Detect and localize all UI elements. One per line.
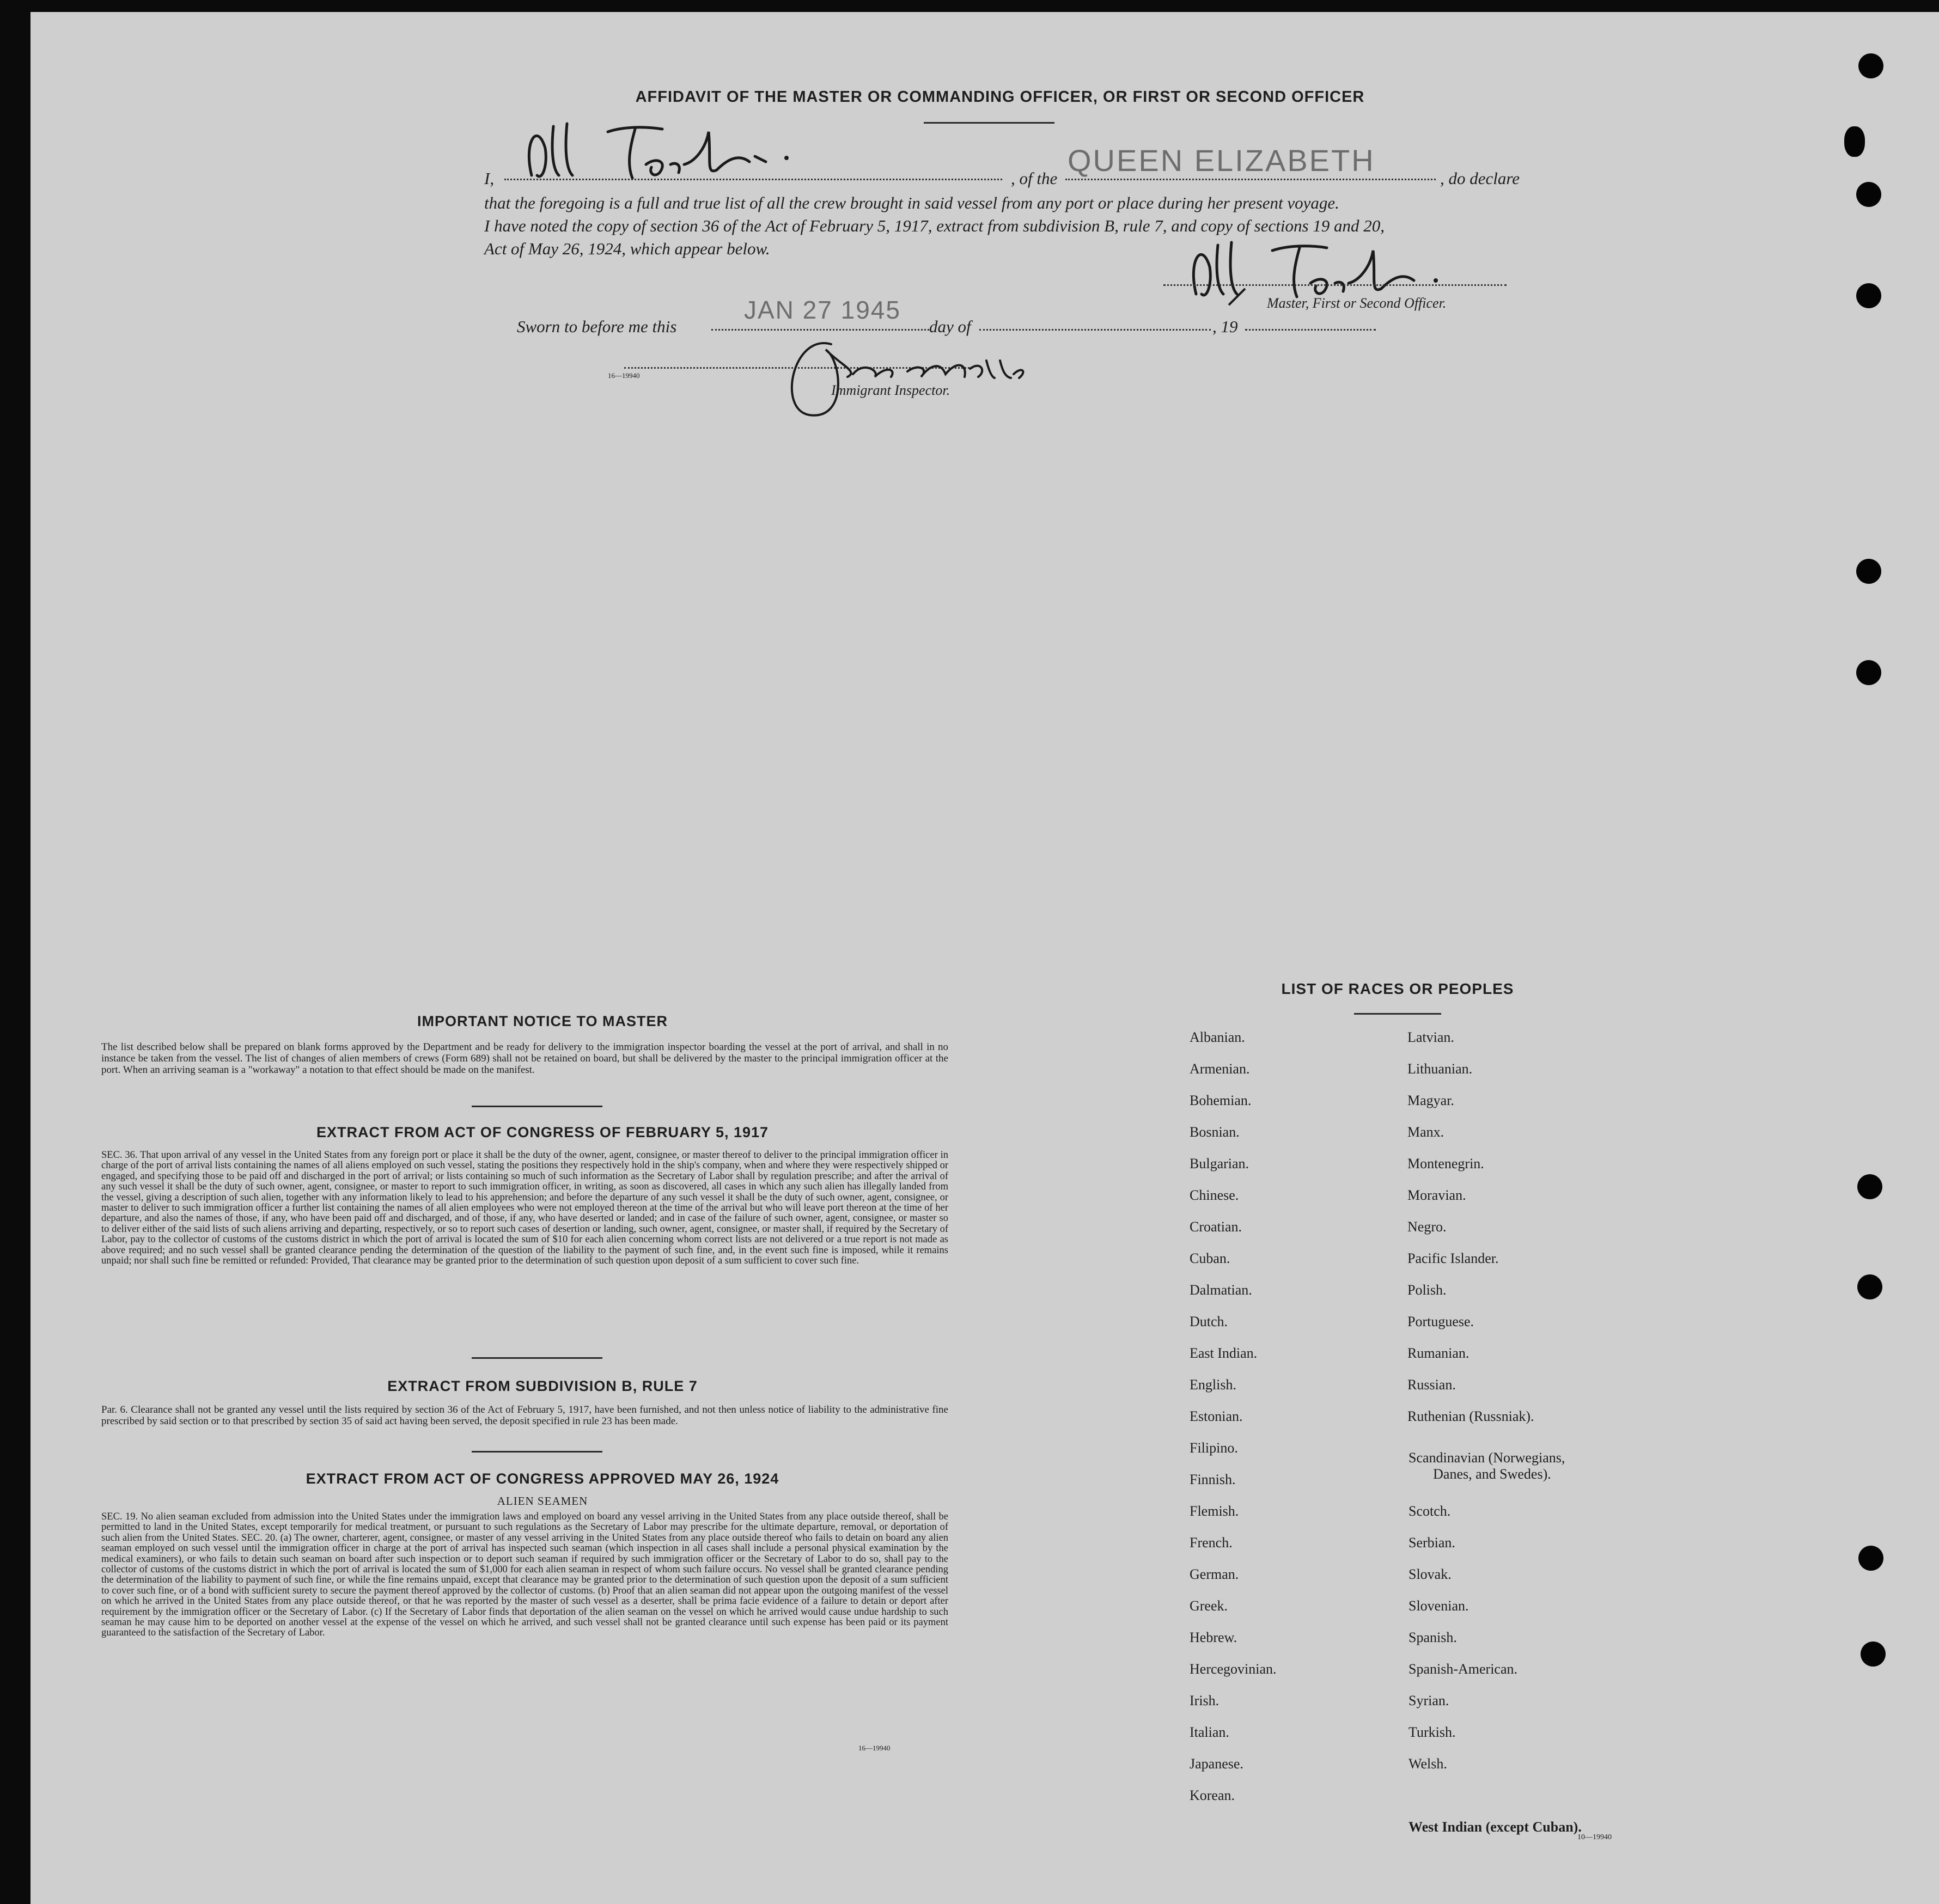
race-item: Japanese. [1190,1756,1243,1772]
declaration-line: that the foregoing is a full and true list of all the crew brought in said vessel from any port or place during her present voyage. [484,193,1339,212]
binder-hole [1858,53,1883,78]
race-item: Estonian. [1190,1408,1243,1424]
race-item: Greek. [1190,1598,1228,1614]
do-declare-label: , do declare [1440,169,1520,188]
declarant-prefix: I, [484,169,495,188]
race-item: Hercegovinian. [1190,1661,1277,1677]
binder-hole [1856,182,1881,207]
race-item: Turkish. [1408,1724,1456,1740]
master-signature [521,110,793,192]
race-item: Dalmatian. [1190,1282,1252,1298]
race-item: Serbian. [1408,1535,1455,1551]
sworn-label: Sworn to before me this [517,317,677,336]
race-item: Spanish. [1408,1630,1457,1645]
race-item: Filipino. [1190,1440,1238,1456]
document-page [31,12,1939,1904]
extract-1924-text: SEC. 19. No alien seaman excluded from admission into the United States under the immigration laws and employed on board any vessel arriving in the United States from any place outside thereof, shall be permitted to land in the United States, except temporarily for medical treatment, or pursuant to such regulations as the Secretary of Labor may prescribe for the ultimate departure, removal, or deportation of such alien from the United States. SEC. 20. (a) The owner, charterer, agent, consignee, or master of any vessel arriving in the United States from any place outside thereof who fails to detain on board any alien seaman employed on such vessel until the immigration officer in charge at the port of arrival has inspected such seaman (which inspection in all cases shall include a personal physical examination by the medical examiners), or who fails to detain such seaman on board after such inspection or to deport such seaman if required by such immigration officer or the Secretary of Labor to do so, shall pay to the collector of customs of the customs district in which the port of arrival is located the sum of $1,000 for each alien seaman in respect of whom such failure occurs. No vessel shall be granted clearance pending the determination of the liability to payment of such fine, or while the fine remains unpaid, except that clearance may be granted prior to the determination of such question upon the deposit of a sum sufficient to cover such fine, or of a bond with sufficient surety to secure the payment thereof approved by the collector of customs. (b) Proof that an alien seaman did not appear upon the outgoing manifest of the vessel on which he arrived in the United States from any place outside thereof, or that he was reported by the master of such vessel as a deserter, shall be prima facie evidence of a failure to detain or deport after requirement by the immigration officer or the Secretary of Labor. (c) If the Secretary of Labor finds that deportation of the alien seaman on the vessel on which he arrived would cause undue hardship to such seaman he may cause him to be deported on another vessel at the expense of the vessel on which he arrived, and such vessel shall not be granted clearance until such expense has been paid or its payment guaranteed to the satisfaction of the Secretary of Labor. [101,1511,948,1639]
race-item: Manx. [1407,1124,1444,1140]
race-item: Italian. [1190,1724,1229,1740]
binder-hole [1857,1174,1882,1199]
race-item: German. [1190,1566,1239,1582]
alien-seamen-subheading: ALIEN SEAMEN [497,1494,588,1508]
divider [472,1106,602,1107]
race-item: Dutch. [1190,1314,1228,1329]
vessel-name-stamp: QUEEN ELIZABETH [1068,143,1375,178]
divider [472,1451,602,1453]
race-item: Irish. [1190,1693,1220,1708]
race-item: Hebrew. [1190,1630,1237,1645]
notice-text: The list described below shall be prepared on blank forms approved by the Department and be ready for delivery to the immigration inspector boarding the vessel at the port of arrival, and shall in no instance be taken from the vessel. The list of changes of alien members of crews (Form 689) shall not be retained on board, but shall be delivered by the master to the principal immigration officer at the port. When an arriving seaman is a "workaway" a notation to that effect should be made on the manifest. [101,1041,948,1076]
race-item: Albanian. [1190,1029,1245,1045]
day-of-label: day of [929,317,971,336]
race-item: Scandinavian (Norwegians, Danes, and Swedes). [1408,1450,1565,1482]
race-item: Russian. [1407,1377,1456,1393]
binder-hole [1856,660,1881,685]
race-item: Syrian. [1408,1693,1449,1708]
divider [472,1357,602,1359]
race-item: Portuguese. [1407,1314,1474,1329]
form-number: 16—19940 [858,1744,891,1752]
race-item: Flemish. [1190,1503,1239,1519]
form-number: 10—19940 [1577,1833,1612,1841]
race-item: Polish. [1407,1282,1447,1298]
binder-hole [1856,283,1881,308]
of-the-label: , of the [1011,169,1058,188]
race-item: West Indian (except Cuban). [1408,1819,1582,1835]
race-item: Magyar. [1407,1093,1454,1108]
race-item: Scotch. [1408,1503,1451,1519]
declaration-line: Act of May 26, 1924, which appear below. [484,239,770,258]
form-number: 16—19940 [608,371,640,380]
master-title-label: Master, First or Second Officer. [1267,295,1447,311]
year-prefix: , 19 [1212,317,1238,336]
race-item: Korean. [1190,1787,1235,1803]
races-heading: LIST OF RACES OR PEOPLES [1281,980,1514,997]
race-item: Spanish-American. [1408,1661,1518,1677]
race-item: Bulgarian. [1190,1156,1249,1171]
rule-7-heading: EXTRACT FROM SUBDIVISION B, RULE 7 [387,1378,698,1394]
vessel-name-blank [1065,179,1436,180]
binder-hole [1861,1641,1886,1667]
race-item: Moravian. [1407,1187,1466,1203]
binder-hole-torn [1844,126,1865,157]
race-item: English. [1190,1377,1236,1393]
race-item: Rumanian. [1407,1345,1470,1361]
race-item: Lithuanian. [1407,1061,1473,1077]
year-blank [1245,329,1376,331]
race-item: Pacific Islander. [1407,1250,1499,1266]
race-item: Welsh. [1408,1756,1447,1772]
race-item: Slovak. [1408,1566,1452,1582]
date-stamp: JAN 27 1945 [744,296,901,324]
race-item: Montenegrin. [1407,1156,1484,1171]
race-item: Chinese. [1190,1187,1239,1203]
race-item: Slovenian. [1408,1598,1469,1614]
declaration-line: I have noted the copy of section 36 of the Act of February 5, 1917, extract from subdivision B, rule 7, and copy of sections 19 and 20, [484,216,1385,235]
inspector-title-label: Immigrant Inspector. [831,382,950,398]
binder-hole [1856,559,1881,584]
race-item: Bosnian. [1190,1124,1240,1140]
extract-1924-heading: EXTRACT FROM ACT OF CONGRESS APPROVED MAY 26, 1924 [306,1470,779,1487]
race-item: Armenian. [1190,1061,1250,1077]
affidavit-title: AFFIDAVIT OF THE MASTER OR COMMANDING OFFICER, OR FIRST OR SECOND OFFICER [635,88,1365,106]
divider [924,122,1054,124]
divider [1354,1013,1441,1015]
binder-hole [1857,1274,1882,1299]
race-item: Ruthenian (Russniak). [1407,1408,1534,1424]
extract-1917-text: SEC. 36. That upon arrival of any vessel in the United States from any foreign port or place it shall be the duty of the owner, agent, consignee, or master thereof to deliver to the principal immigration officer in charge of the port of arrival lists containing the names of all aliens employed on such vessel, stating the positions they respectively hold in the ship's company, when and where they were respectively shipped or engaged, and specifying those to be paid off and discharged in the port of arrival; or lists containing so much of such information as the Secretary of Labor shall by regulation prescribe; and after the arrival of any such vessel it shall be the duty of such owner, agent, consignee, or master to report to such immigration officer, in writing, as soon as discovered, all cases in which any such alien has illegally landed from the vessel, giving a description of such alien, together with any information likely to lead to his apprehension; and before the departure of any such vessel it shall be the duty of such owner, agent, consignee, or master to deliver to such immigration officer a further list containing the names of all alien employees who were not employed thereon at the time of the arrival but who will leave port thereon at the time of her departure, and also the names of those, if any, who have been paid off and discharged, and of those, if any, who have deserted or landed; and in case of the failure of such owner, agent, consignee, or master so to deliver either of the said lists of such aliens arriving and departing, respectively, or so to report such cases of desertion or landing, such owner, agent, consignee, or master shall, if required by the Secretary of Labor, pay to the collector of customs of the customs district in which the port of arrival is located the sum of $10 for each alien concerning whom correct lists are not delivered or a true report is not made as above required; and no such vessel shall be granted clearance pending the determination of the question of the liability to the payment of such fine, and, in the event such fine is imposed, while it remains unpaid; nor shall such fine be remitted or refunded: Provided, That clearance may be granted prior to the determination of such question upon deposit of a sum sufficient to cover such fine. [101,1150,948,1267]
race-item: French. [1190,1535,1233,1551]
extract-1917-heading: EXTRACT FROM ACT OF CONGRESS OF FEBRUARY 5, 1917 [316,1124,769,1140]
race-item: Bohemian. [1190,1093,1252,1108]
inspector-signature [771,328,1033,426]
binder-hole [1858,1546,1883,1571]
race-item: Cuban. [1190,1250,1230,1266]
rule-7-text: Par. 6. Clearance shall not be granted any vessel until the lists required by section 36 of the Act of February 5, 1917, have been furnished, and not then unless notice of liability to the administrative fine prescribed by said section or to that prescribed by section 35 of said act having been served, the deposit specified in rule 23 has been made. [101,1404,948,1427]
race-item: Finnish. [1190,1472,1236,1487]
race-item: Latvian. [1407,1029,1454,1045]
race-item: East Indian. [1190,1345,1258,1361]
notice-heading: IMPORTANT NOTICE TO MASTER [417,1013,668,1029]
master-signature-line [1163,284,1507,286]
race-item: Croatian. [1190,1219,1242,1235]
race-item: Negro. [1407,1219,1447,1235]
